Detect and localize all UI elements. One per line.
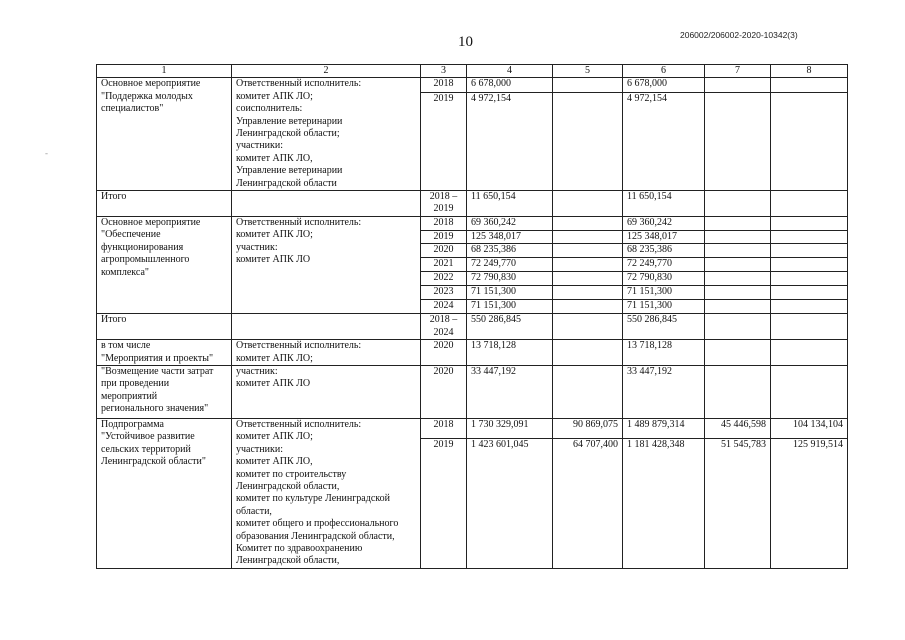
local-amount-cell <box>705 92 771 190</box>
document-code: 206002/206002-2020-10342(3) <box>680 30 798 40</box>
federal-amount-cell <box>553 258 623 272</box>
year-cell: 2019 <box>421 439 467 568</box>
executor-cell <box>232 191 421 217</box>
table-row <box>97 78 848 92</box>
federal-amount-cell <box>553 191 623 217</box>
table-row <box>97 314 848 340</box>
local-amount-cell: 45 446,598 <box>705 418 771 439</box>
total-amount-cell: 1 423 601,045 <box>467 439 553 568</box>
year-cell: 2022 <box>421 272 467 286</box>
other-amount-cell <box>771 300 848 314</box>
header-cell: 5 <box>553 65 623 78</box>
year-cell: 2019 <box>421 92 467 190</box>
other-amount-cell <box>771 191 848 217</box>
other-amount-cell <box>771 244 848 258</box>
federal-amount-cell <box>553 244 623 258</box>
federal-amount-cell <box>553 286 623 300</box>
total-amount-cell: 71 151,300 <box>467 286 553 300</box>
activity-name-cell: в том числе "Мероприятия и проекты" <box>97 340 232 366</box>
executor-cell: Ответственный исполнитель: комитет АПК ЛО; <box>232 340 421 366</box>
other-amount-cell <box>771 230 848 243</box>
local-amount-cell <box>705 78 771 92</box>
activity-name-cell: "Возмещение части затрат при проведении мероприятий регионального значения" <box>97 365 232 418</box>
total-amount-cell: 68 235,386 <box>467 244 553 258</box>
other-amount-cell <box>771 365 848 418</box>
header-row <box>97 65 848 78</box>
header-cell: 1 <box>97 65 232 78</box>
activity-name-cell: Итого <box>97 314 232 340</box>
federal-amount-cell <box>553 340 623 366</box>
year-cell: 2020 <box>421 340 467 366</box>
year-cell: 2018 <box>421 216 467 230</box>
table-row <box>97 365 848 418</box>
federal-amount-cell <box>553 300 623 314</box>
activity-name-cell: Подпрограмма "Устойчивое развитие сельских территорий Ленинградской области" <box>97 418 232 568</box>
regional-amount-cell: 71 151,300 <box>623 286 705 300</box>
federal-amount-cell <box>553 78 623 92</box>
regional-amount-cell: 6 678,000 <box>623 78 705 92</box>
total-amount-cell: 71 151,300 <box>467 300 553 314</box>
regional-amount-cell: 550 286,845 <box>623 314 705 340</box>
local-amount-cell <box>705 286 771 300</box>
local-amount-cell <box>705 230 771 243</box>
federal-amount-cell <box>553 230 623 243</box>
other-amount-cell <box>771 258 848 272</box>
year-cell: 2018 <box>421 418 467 439</box>
table-row <box>97 216 848 230</box>
header-cell: 4 <box>467 65 553 78</box>
activity-name-cell: Основное мероприятие "Поддержка молодых специалистов" <box>97 78 232 191</box>
regional-amount-cell: 1 181 428,348 <box>623 439 705 568</box>
local-amount-cell <box>705 340 771 366</box>
total-amount-cell: 550 286,845 <box>467 314 553 340</box>
other-amount-cell: 104 134,104 <box>771 418 848 439</box>
regional-amount-cell: 72 790,830 <box>623 272 705 286</box>
federal-amount-cell <box>553 272 623 286</box>
executor-cell: участник: комитет АПК ЛО <box>232 365 421 418</box>
activity-name-cell: Основное мероприятие "Обеспечение функционирования агропромышленного комплекса" <box>97 216 232 313</box>
year-cell: 2018 <box>421 78 467 92</box>
header-cell: 8 <box>771 65 848 78</box>
local-amount-cell <box>705 216 771 230</box>
regional-amount-cell: 4 972,154 <box>623 92 705 190</box>
regional-amount-cell: 1 489 879,314 <box>623 418 705 439</box>
header-cell: 6 <box>623 65 705 78</box>
federal-amount-cell <box>553 92 623 190</box>
local-amount-cell: 51 545,783 <box>705 439 771 568</box>
total-amount-cell: 72 790,830 <box>467 272 553 286</box>
regional-amount-cell: 125 348,017 <box>623 230 705 243</box>
other-amount-cell <box>771 78 848 92</box>
local-amount-cell <box>705 314 771 340</box>
page-number: 10 <box>458 34 473 50</box>
total-amount-cell: 4 972,154 <box>467 92 553 190</box>
executor-cell <box>232 314 421 340</box>
total-amount-cell: 72 249,770 <box>467 258 553 272</box>
total-amount-cell: 125 348,017 <box>467 230 553 243</box>
year-cell: 2021 <box>421 258 467 272</box>
year-cell: 2018 – 2019 <box>421 191 467 217</box>
executor-cell: Ответственный исполнитель: комитет АПК ЛО; участник: комитет АПК ЛО <box>232 216 421 313</box>
federal-amount-cell <box>553 314 623 340</box>
other-amount-cell <box>771 216 848 230</box>
regional-amount-cell: 69 360,242 <box>623 216 705 230</box>
year-cell: 2023 <box>421 286 467 300</box>
regional-amount-cell: 33 447,192 <box>623 365 705 418</box>
other-amount-cell: 125 919,514 <box>771 439 848 568</box>
total-amount-cell: 11 650,154 <box>467 191 553 217</box>
federal-amount-cell: 64 707,400 <box>553 439 623 568</box>
activity-name-cell: Итого <box>97 191 232 217</box>
year-cell: 2018 – 2024 <box>421 314 467 340</box>
total-amount-cell: 6 678,000 <box>467 78 553 92</box>
regional-amount-cell: 13 718,128 <box>623 340 705 366</box>
local-amount-cell <box>705 191 771 217</box>
total-amount-cell: 69 360,242 <box>467 216 553 230</box>
header-cell: 3 <box>421 65 467 78</box>
local-amount-cell <box>705 365 771 418</box>
local-amount-cell <box>705 272 771 286</box>
year-cell: 2020 <box>421 365 467 418</box>
table-row <box>97 340 848 366</box>
budget-table <box>96 64 848 569</box>
other-amount-cell <box>771 92 848 190</box>
total-amount-cell: 33 447,192 <box>467 365 553 418</box>
other-amount-cell <box>771 286 848 300</box>
year-cell: 2024 <box>421 300 467 314</box>
other-amount-cell <box>771 340 848 366</box>
executor-cell: Ответственный исполнитель: комитет АПК ЛО; участники: комитет АПК ЛО, комитет по строительству Ленинградской области, комитет по культуре Ленинградской области, комитет общего и профессионального образования Ленинградской области, Комитет по здравоохранению Ленинградской области, <box>232 418 421 568</box>
executor-cell: Ответственный исполнитель: комитет АПК ЛО; соисполнитель: Управление ветеринарии Ленинградской области; участники: комитет АПК ЛО, Управление ветеринарии Ленинградской области <box>232 78 421 191</box>
year-cell: 2020 <box>421 244 467 258</box>
regional-amount-cell: 11 650,154 <box>623 191 705 217</box>
year-cell: 2019 <box>421 230 467 243</box>
other-amount-cell <box>771 314 848 340</box>
other-amount-cell <box>771 272 848 286</box>
regional-amount-cell: 68 235,386 <box>623 244 705 258</box>
margin-mark: - <box>45 148 48 158</box>
header-cell: 7 <box>705 65 771 78</box>
local-amount-cell <box>705 300 771 314</box>
federal-amount-cell: 90 869,075 <box>553 418 623 439</box>
federal-amount-cell <box>553 216 623 230</box>
total-amount-cell: 13 718,128 <box>467 340 553 366</box>
budget-table-body <box>97 65 848 569</box>
regional-amount-cell: 72 249,770 <box>623 258 705 272</box>
federal-amount-cell <box>553 365 623 418</box>
local-amount-cell <box>705 258 771 272</box>
regional-amount-cell: 71 151,300 <box>623 300 705 314</box>
table-row <box>97 418 848 439</box>
table-row <box>97 191 848 217</box>
header-cell: 2 <box>232 65 421 78</box>
local-amount-cell <box>705 244 771 258</box>
total-amount-cell: 1 730 329,091 <box>467 418 553 439</box>
